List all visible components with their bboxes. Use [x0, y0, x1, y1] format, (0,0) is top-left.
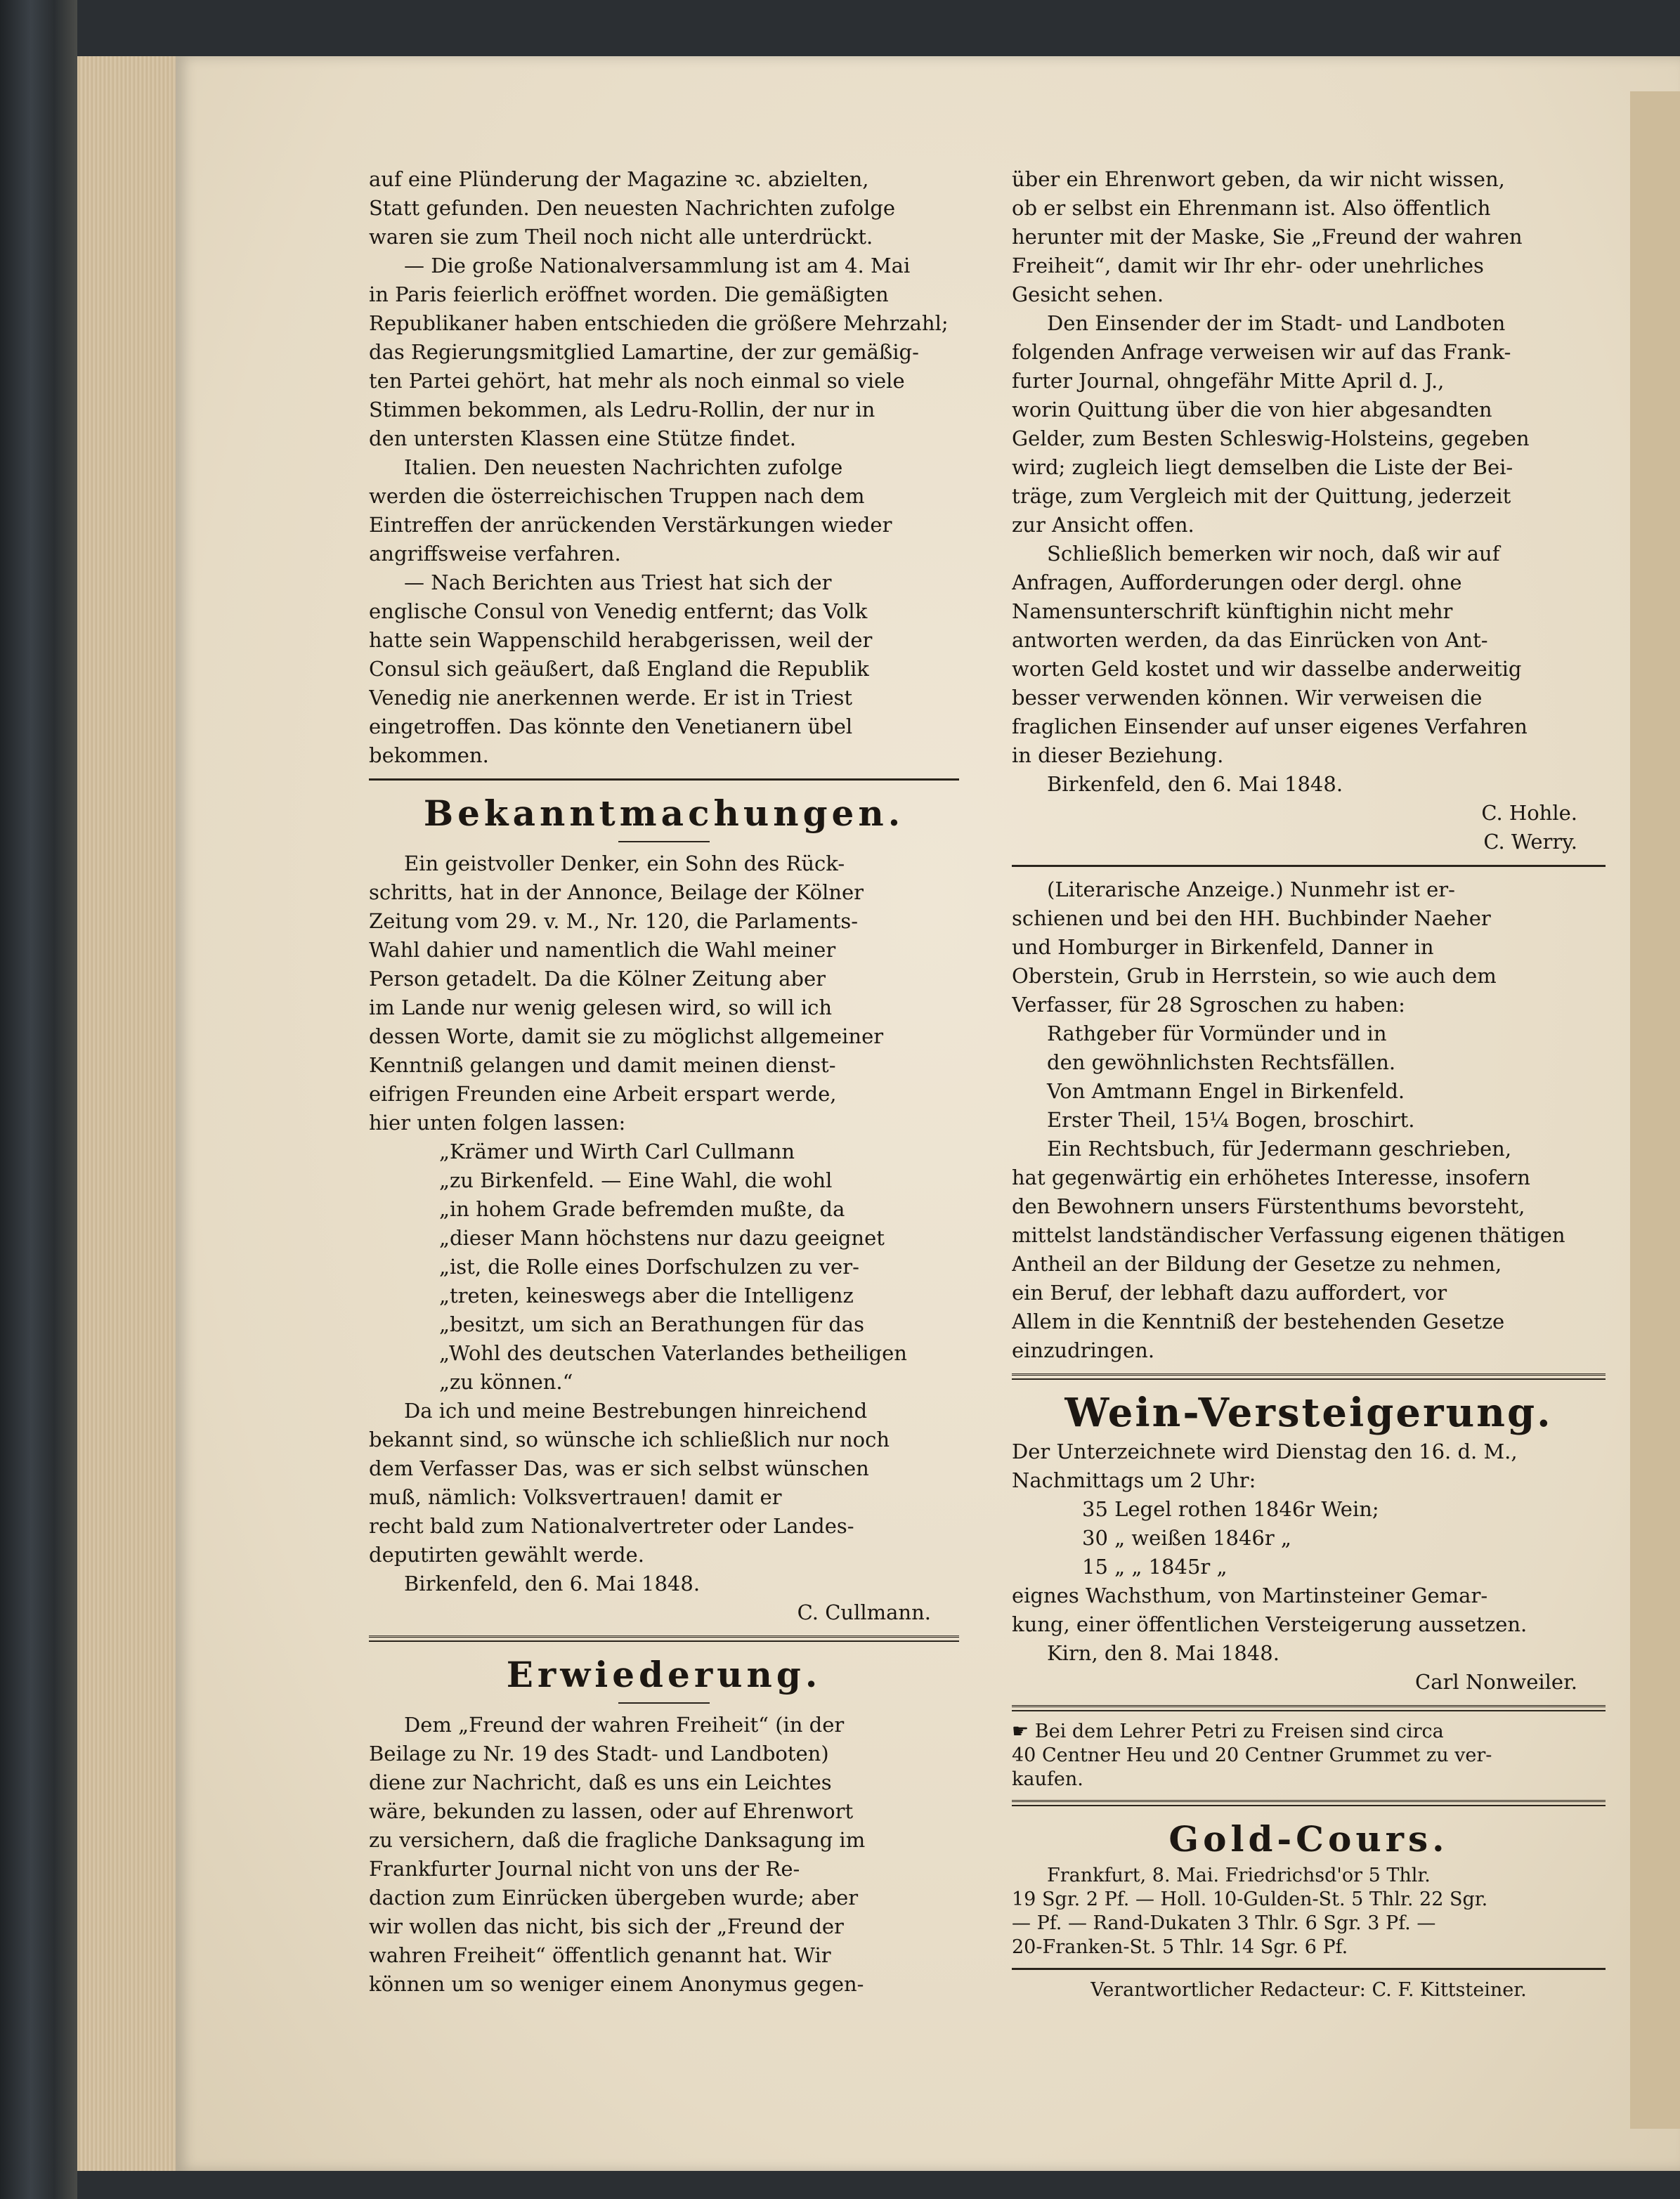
news-line: ten Partei gehört, hat mehr als noch einmal so viele	[369, 369, 905, 393]
literary-line: hat gegenwärtig ein erhöhetes Interesse, insofern	[1012, 1166, 1530, 1189]
literary-line: Verfasser, für 28 Sgroschen zu haben:	[1012, 993, 1405, 1017]
reply-line: wird; zugleich liegt demselben die Liste der Bei-	[1012, 455, 1513, 479]
signature-werry: C. Werry.	[1483, 830, 1577, 854]
news-line: Statt gefunden. Den neuesten Nachrichten zufolge	[369, 196, 896, 220]
reply-line: Beilage zu Nr. 19 des Stadt- und Landboten)	[369, 1742, 829, 1766]
literary-line: mittelst landständischer Verfassung eigenen thätigen	[1012, 1223, 1565, 1247]
section-rule	[1012, 1800, 1606, 1806]
wine-auction-notice	[1012, 1437, 1606, 1697]
reply-line: diene zur Nachricht, daß es uns ein Leichtes	[369, 1770, 832, 1794]
left-column	[369, 165, 959, 1999]
news-line: Italien. Den neuesten Nachrichten zufolge	[404, 455, 843, 479]
quote-line: „in hohem Grade befremden mußte, da	[439, 1197, 845, 1221]
reply-line: Namensunterschrift künftighin nicht mehr	[1012, 599, 1453, 623]
section-rule	[1012, 1705, 1606, 1711]
reply-line: in dieser Beziehung.	[1012, 743, 1224, 767]
reply-line: Anfragen, Aufforderungen oder dergl. ohne	[1012, 570, 1462, 594]
literary-line: schienen und bei den HH. Buchbinder Naeher	[1012, 906, 1491, 930]
quote-line: „Wohl des deutschen Vaterlandes betheiligen	[439, 1341, 907, 1365]
erwiederung-heading: Erwiederung.	[506, 1654, 822, 1695]
reply-line: antworten werden, da das Einrücken von Ant-	[1012, 628, 1488, 652]
notice-line: hier unten folgen lassen:	[369, 1111, 626, 1135]
book-title-line: Erster Theil, 15¼ Bogen, broschirt.	[1047, 1108, 1415, 1132]
signature-hohle: C. Hohle.	[1481, 801, 1577, 825]
reply-line: daction zum Einrücken übergeben wurde; aber	[369, 1886, 859, 1910]
signature-cullmann: C. Cullmann.	[797, 1600, 931, 1624]
reply-line: wahren Freiheit“ öffentlich genannt hat. Wir	[369, 1943, 831, 1967]
reply-line: Gelder, zum Besten Schleswig-Holsteins, gegeben	[1012, 426, 1530, 450]
editor-credit: Verantwortlicher Redacteur: C. F. Kittsteiner.	[1090, 1979, 1527, 2001]
section-rule	[1012, 1373, 1606, 1380]
news-line: Eintreffen der anrückenden Verstärkungen wieder	[369, 513, 892, 537]
hay-notice	[1012, 1720, 1606, 1792]
gold-exchange-rates	[1012, 1864, 1606, 1959]
notice-line: eifrigen Freunden eine Arbeit erspart werde,	[369, 1082, 837, 1106]
section-rule	[369, 1636, 959, 1642]
book-binding	[0, 0, 77, 2199]
reply-continuation	[1012, 165, 1606, 856]
section-rule	[1012, 1968, 1606, 1970]
news-line: das Regierungsmitglied Lamartine, der zur gemäßig-	[369, 340, 919, 364]
quote-line: „zu können.“	[439, 1370, 573, 1394]
reply-line: Gesicht sehen.	[1012, 282, 1164, 306]
hay-line: kaufen.	[1012, 1768, 1083, 1790]
literary-line: den Bewohnern unsers Fürstenthums bevorsteht,	[1012, 1194, 1525, 1218]
dateline: Birkenfeld, den 6. Mai 1848.	[404, 1572, 701, 1596]
notice-line: im Lande nur wenig gelesen wird, so will ich	[369, 996, 832, 1019]
notice-line: Kenntniß gelangen und damit meinen dienst-	[369, 1053, 836, 1077]
literary-line: einzudringen.	[1012, 1338, 1155, 1362]
reply-line: ob er selbst ein Ehrenmann ist. Also öffentlich	[1012, 196, 1491, 220]
notice-line: schritts, hat in der Annonce, Beilage der Kölner	[369, 880, 864, 904]
reply-line: folgenden Anfrage verweisen wir auf das Frank-	[1012, 340, 1511, 364]
notice-line: bekannt sind, so wünsche ich schließlich nur noch	[369, 1428, 890, 1451]
reply-line: können um so weniger einem Anonymus gegen-	[369, 1972, 864, 1996]
erwiederung-section	[369, 1711, 959, 1999]
rate-line: — Pf. — Rand-Dukaten 3 Thlr. 6 Sgr. 3 Pf. —	[1012, 1912, 1436, 1934]
right-column	[1012, 165, 1606, 2002]
rate-line: 19 Sgr. 2 Pf. — Holl. 10-Gulden-St. 5 Thlr. 22 Sgr.	[1012, 1888, 1488, 1910]
auction-line: Nachmittags um 2 Uhr:	[1012, 1468, 1256, 1492]
book-title-line: den gewöhnlichsten Rechtsfällen.	[1047, 1050, 1396, 1074]
quote-line: „dieser Mann höchstens nur dazu geeignet	[439, 1226, 885, 1250]
notice-line: muß, nämlich: Volksvertrauen! damit er	[369, 1485, 782, 1509]
hay-line: ☛ Bei dem Lehrer Petri zu Freisen sind circa	[1012, 1721, 1444, 1742]
auction-line: kung, einer öffentlichen Versteigerung aussetzen.	[1012, 1612, 1528, 1636]
wein-versteigerung-heading: Wein-Versteigerung.	[1064, 1390, 1553, 1436]
dateline: Birkenfeld, den 6. Mai 1848.	[1047, 772, 1343, 796]
reply-line: besser verwenden können. Wir verweisen die	[1012, 686, 1483, 710]
hay-line: 40 Centner Heu und 20 Centner Grummet zu ver-	[1012, 1744, 1492, 1766]
news-line: auf eine Plünderung der Magazine ꝛc. abzielten,	[369, 167, 869, 191]
rate-line: Frankfurt, 8. Mai. Friedrichsd'or 5 Thlr.	[1047, 1865, 1431, 1886]
literary-line: ein Beruf, der lebhaft dazu auffordert, vor	[1012, 1281, 1447, 1305]
reply-line: wäre, bekunden zu lassen, oder auf Ehrenwort	[369, 1799, 854, 1823]
wine-item: 30 „ weißen 1846r „	[1082, 1526, 1291, 1550]
reply-line: Schließlich bemerken wir noch, daß wir auf	[1047, 542, 1500, 566]
news-line: werden die österreichischen Truppen nach dem	[369, 484, 865, 508]
news-line: in Paris feierlich eröffnet worden. Die gemäßigten	[369, 282, 889, 306]
reply-line: zu versichern, daß die fragliche Danksagung im	[369, 1828, 866, 1852]
literary-line: Allem in die Kenntniß der bestehenden Gesetze	[1012, 1310, 1505, 1333]
gold-cours-heading: Gold-Cours.	[1168, 1818, 1449, 1860]
news-line: angriffsweise verfahren.	[369, 542, 621, 566]
literary-line: und Homburger in Birkenfeld, Danner in	[1012, 935, 1434, 959]
quote-line: „ist, die Rolle eines Dorfschulzen zu ver-	[439, 1255, 859, 1279]
notice-line: Zeitung vom 29. v. M., Nr. 120, die Parlaments-	[369, 909, 859, 933]
notice-line: Wahl dahier und namentlich die Wahl meiner	[369, 938, 836, 962]
reply-line: über ein Ehrenwort geben, da wir nicht wissen,	[1012, 167, 1505, 191]
auction-line: eignes Wachsthum, von Martinsteiner Gemar-	[1012, 1584, 1488, 1607]
notice-line: recht bald zum Nationalvertreter oder Landes-	[369, 1514, 854, 1538]
notice-line: Da ich und meine Bestrebungen hinreichend	[404, 1399, 868, 1423]
reply-line: zur Ansicht offen.	[1012, 513, 1194, 537]
literary-line: (Literarische Anzeige.) Nunmehr ist er-	[1047, 877, 1455, 901]
book-title-line: Von Amtmann Engel in Birkenfeld.	[1047, 1079, 1405, 1103]
quote-line: „zu Birkenfeld. — Eine Wahl, die wohl	[439, 1168, 833, 1192]
book-title-line: Rathgeber für Vormünder und in	[1047, 1022, 1387, 1045]
notice-line: dessen Worte, damit sie zu möglichst allgemeiner	[369, 1024, 884, 1048]
auction-line: Der Unterzeichnete wird Dienstag den 16. d. M.,	[1012, 1440, 1518, 1463]
dateline: Kirn, den 8. Mai 1848.	[1047, 1641, 1279, 1665]
quote-line: „besitzt, um sich an Berathungen für das	[439, 1312, 864, 1336]
section-rule	[369, 778, 959, 781]
reply-line: Den Einsender der im Stadt- und Landboten	[1047, 311, 1506, 335]
bekanntmachung-section	[369, 849, 959, 1627]
news-line: Stimmen bekommen, als Ledru-Rollin, der nur in	[369, 398, 875, 422]
notice-line: Person getadelt. Da die Kölner Zeitung aber	[369, 967, 826, 991]
reply-line: Dem „Freund der wahren Freiheit“ (in der	[404, 1713, 845, 1737]
reply-line: Frankfurter Journal nicht von uns der Re-	[369, 1857, 800, 1881]
literary-line: Oberstein, Grub in Herrstein, so wie auch dem	[1012, 964, 1497, 988]
quote-line: „treten, keineswegs aber die Intelligenz	[439, 1284, 854, 1307]
literary-notice	[1012, 875, 1606, 1365]
notice-line: Ein geistvoller Denker, ein Sohn des Rück-	[404, 851, 845, 875]
literary-line: Antheil an der Bildung der Gesetze zu nehmen,	[1012, 1252, 1502, 1276]
news-line: hatte sein Wappenschild herabgerissen, weil der	[369, 628, 873, 652]
news-line: Venedig nie anerkennen werde. Er ist in Triest	[369, 686, 853, 710]
notice-line: deputirten gewählt werde.	[369, 1543, 644, 1567]
news-line: eingetroffen. Das könnte den Venetianern übel	[369, 714, 853, 738]
bekanntmachungen-heading: Bekanntmachungen.	[423, 792, 905, 834]
news-section	[369, 165, 959, 770]
news-line: englische Consul von Venedig entfernt; das Volk	[369, 599, 868, 623]
quote-line: „Krämer und Wirth Carl Cullmann	[439, 1140, 795, 1163]
news-line: waren sie zum Theil noch nicht alle unterdrückt.	[369, 225, 873, 249]
news-line: den untersten Klassen eine Stütze findet.	[369, 426, 796, 450]
news-line: — Die große Nationalversammlung ist am 4. Mai	[404, 254, 911, 278]
reply-line: furter Journal, ohngefähr Mitte April d. J.,	[1012, 369, 1445, 393]
news-line: bekommen.	[369, 743, 489, 767]
signature-nonweiler: Carl Nonweiler.	[1415, 1670, 1577, 1694]
wine-item: 15 „ „ 1845r „	[1082, 1555, 1228, 1579]
notice-line: dem Verfasser Das, was er sich selbst wünschen	[369, 1456, 869, 1480]
wine-item: 35 Legel rothen 1846r Wein;	[1082, 1497, 1379, 1521]
news-line: Republikaner haben entschieden die größere Mehrzahl;	[369, 311, 949, 335]
news-line: Consul sich geäußert, daß England die Republik	[369, 657, 869, 681]
reply-line: fraglichen Einsender auf unser eigenes Verfahren	[1012, 714, 1528, 738]
reply-line: herunter mit der Maske, Sie „Freund der wahren	[1012, 225, 1523, 249]
rate-line: 20-Franken-St. 5 Thlr. 14 Sgr. 6 Pf.	[1012, 1936, 1348, 1958]
reply-line: wir wollen das nicht, bis sich der „Freund der	[369, 1914, 844, 1938]
reply-line: worten Geld kostet und wir dasselbe anderweitig	[1012, 657, 1522, 681]
reply-line: träge, zum Vergleich mit der Quittung, jederzeit	[1012, 484, 1511, 508]
section-rule	[1012, 865, 1606, 867]
heading-underline	[618, 841, 710, 842]
facing-page-edge	[1630, 91, 1680, 2129]
news-line: — Nach Berichten aus Triest hat sich der	[404, 570, 832, 594]
heading-underline	[618, 1702, 710, 1704]
reply-line: worin Quittung über die von hier abgesandten	[1012, 398, 1492, 422]
reply-line: Freiheit“, damit wir Ihr ehr- oder unehrliches	[1012, 254, 1484, 278]
literary-line: Ein Rechtsbuch, für Jedermann geschrieben,	[1047, 1137, 1512, 1161]
